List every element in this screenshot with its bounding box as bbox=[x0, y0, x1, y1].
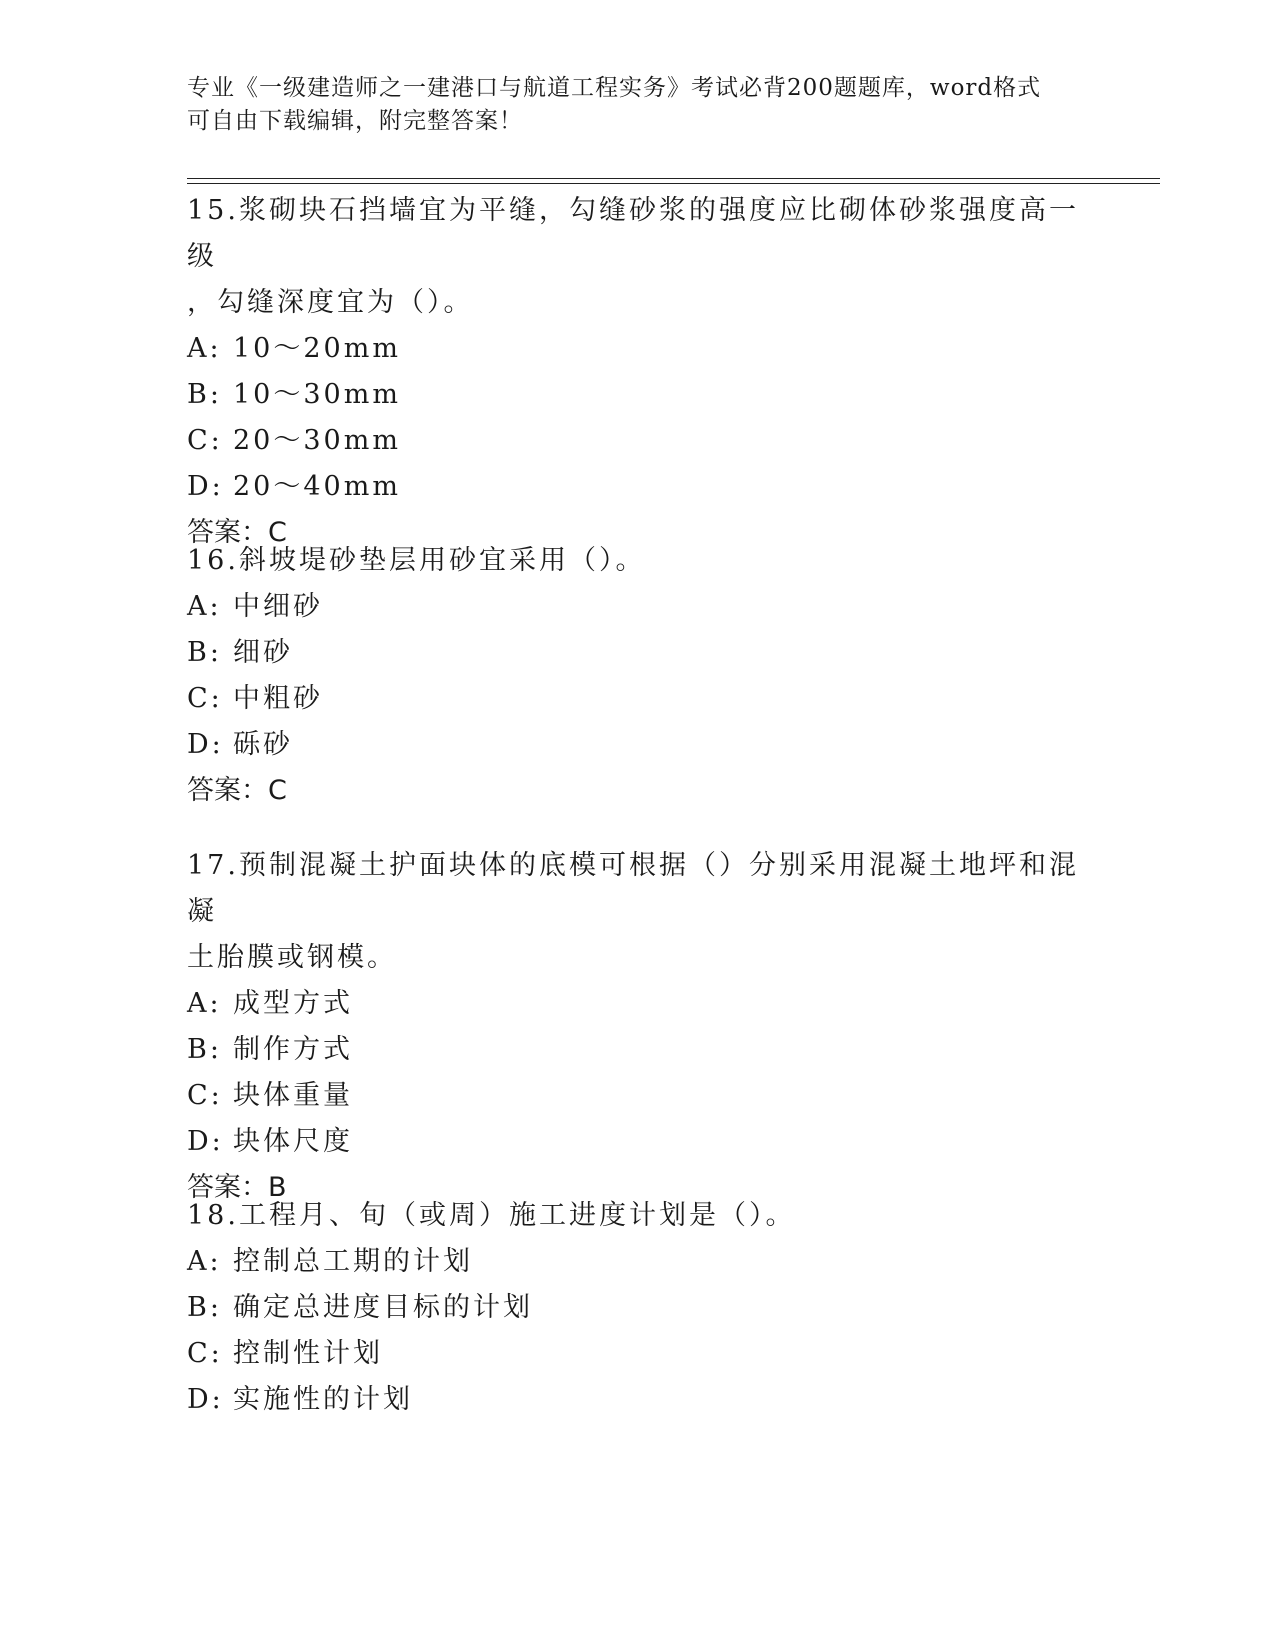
option-key: B: bbox=[187, 637, 222, 668]
option-text: 确定总进度目标的计划 bbox=[233, 1292, 533, 1323]
option-key: C: bbox=[187, 1338, 223, 1369]
question-17 bbox=[187, 843, 1087, 1211]
option-text: 制作方式 bbox=[233, 1034, 353, 1065]
option-d bbox=[187, 1119, 1087, 1165]
answer-line: 答案：C bbox=[187, 775, 287, 806]
option-text: 20～40mm bbox=[233, 471, 401, 502]
option-text: 砾砂 bbox=[233, 729, 293, 760]
option-key: A: bbox=[187, 333, 222, 364]
document-header bbox=[187, 72, 1087, 138]
option-text: 实施性的计划 bbox=[233, 1384, 413, 1415]
question-stem-line-1: 15.浆砌块石挡墙宜为平缝，勾缝砂浆的强度应比砌体砂浆强度高一级 bbox=[187, 195, 1079, 272]
option-a bbox=[187, 1239, 1087, 1285]
option-b bbox=[187, 1285, 1087, 1331]
question-stem-line-1: 16.斜坡堤砂垫层用砂宜采用（）。 bbox=[187, 545, 646, 576]
option-key: A: bbox=[187, 988, 222, 1019]
option-d bbox=[187, 1377, 1087, 1423]
option-text: 控制总工期的计划 bbox=[233, 1246, 473, 1277]
option-key: D: bbox=[187, 1384, 224, 1415]
option-key: B: bbox=[187, 379, 222, 410]
header-line-2: 可自由下载编辑，附完整答案！ bbox=[187, 108, 523, 134]
option-key: D: bbox=[187, 729, 224, 760]
question-stem-line-2: 土胎膜或钢模。 bbox=[187, 942, 397, 973]
header-divider-top bbox=[187, 178, 1160, 179]
option-text: 20～30mm bbox=[233, 425, 401, 456]
question-stem-line-2: ，勾缝深度宜为（）。 bbox=[187, 287, 474, 318]
question-15 bbox=[187, 188, 1087, 556]
option-d bbox=[187, 722, 1087, 768]
header-divider-bottom bbox=[187, 183, 1160, 184]
option-c bbox=[187, 1073, 1087, 1119]
question-stem-line-1: 17.预制混凝土护面块体的底模可根据（）分别采用混凝土地坪和混凝 bbox=[187, 850, 1079, 927]
option-text: 中细砂 bbox=[233, 591, 323, 622]
option-a bbox=[187, 326, 1087, 372]
option-text: 成型方式 bbox=[233, 988, 353, 1019]
option-key: B: bbox=[187, 1292, 222, 1323]
option-a bbox=[187, 981, 1087, 1027]
option-c bbox=[187, 676, 1087, 722]
option-a bbox=[187, 584, 1087, 630]
option-b bbox=[187, 1027, 1087, 1073]
option-text: 10～20mm bbox=[233, 333, 401, 364]
option-text: 细砂 bbox=[233, 637, 293, 668]
option-key: D: bbox=[187, 1126, 224, 1157]
option-key: B: bbox=[187, 1034, 222, 1065]
option-c bbox=[187, 418, 1087, 464]
option-text: 控制性计划 bbox=[233, 1338, 383, 1369]
option-c bbox=[187, 1331, 1087, 1377]
option-key: C: bbox=[187, 425, 223, 456]
option-b bbox=[187, 372, 1087, 418]
option-key: D: bbox=[187, 471, 224, 502]
option-text: 10～30mm bbox=[233, 379, 401, 410]
question-stem-line-1: 18.工程月、旬（或周）施工进度计划是（）。 bbox=[187, 1200, 796, 1231]
question-18 bbox=[187, 1193, 1087, 1423]
option-key: A: bbox=[187, 591, 222, 622]
answer-line: 答案：B bbox=[187, 1172, 287, 1203]
option-text: 块体重量 bbox=[233, 1080, 353, 1111]
option-key: C: bbox=[187, 683, 223, 714]
option-b bbox=[187, 630, 1087, 676]
header-line-1: 专业《一级建造师之一建港口与航道工程实务》考试必背200题题库，word格式 bbox=[187, 75, 1042, 101]
question-16 bbox=[187, 538, 1087, 814]
option-key: C: bbox=[187, 1080, 223, 1111]
option-text: 块体尺度 bbox=[233, 1126, 353, 1157]
answer-line: 答案：C bbox=[187, 517, 287, 548]
option-text: 中粗砂 bbox=[233, 683, 323, 714]
option-key: A: bbox=[187, 1246, 222, 1277]
option-d bbox=[187, 464, 1087, 510]
